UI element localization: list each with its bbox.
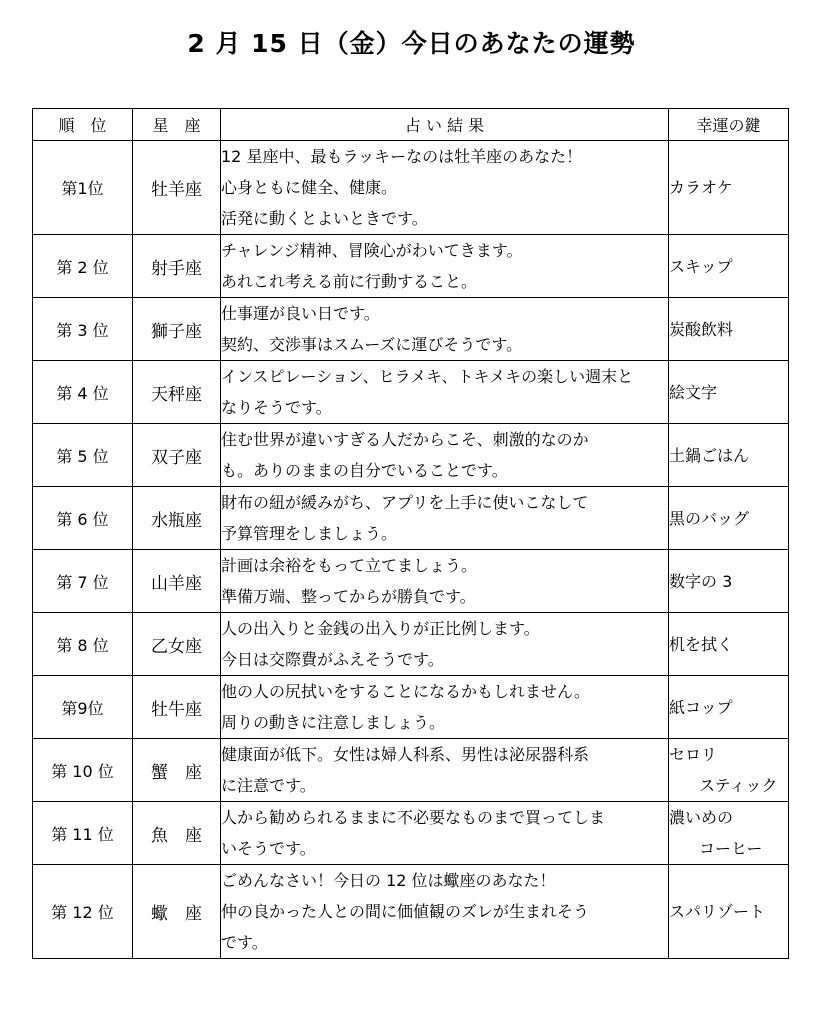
result-cell [221,424,669,487]
table-row [33,235,789,298]
lucky-key-cell [669,235,789,298]
result-cell [221,802,669,865]
header-rank: 順 位 [33,109,133,141]
lucky-key-cell [669,550,789,613]
rank-cell: 第9位 [33,676,133,739]
rank-cell: 第 10 位 [33,739,133,802]
result-line: 財布の紐が緩みがち、アプリを上手に使いこなして [221,493,589,512]
rank-cell: 第 4 位 [33,361,133,424]
result-cell [221,487,669,550]
result-line: 仲の良かった人との間に価値観のズレが生まれそう [221,902,590,921]
page-title: 2 月 15 日（金）今日のあなたの運勢 [187,29,636,58]
result-line: 活発に動くとよいときです。 [221,209,428,228]
table-row [33,739,789,802]
rank-cell: 第 3 位 [33,298,133,361]
lucky-key-text: 土鍋ごはん [669,445,750,465]
rank-cell: 第 5 位 [33,424,133,487]
result-line: 予算管理をしましょう。 [221,524,398,543]
lucky-key-text: スキップ [669,256,733,276]
header-lucky-key: 幸運の鍵 [669,109,789,141]
lucky-key-text: 炭酸飲料 [669,319,734,339]
rank-cell: 第 8 位 [33,613,133,676]
sign-cell: 魚 座 [133,802,221,865]
sign-cell: 射手座 [133,235,221,298]
lucky-key-text: カラオケ [669,178,733,197]
result-line: 今日は交際費がふえそうです。 [221,650,444,669]
table-row [33,676,789,739]
lucky-key-text: 黒のバッグ [669,508,750,528]
result-line: インスピレーション、ヒラメキ、トキメキの楽しい週末と [221,367,634,386]
sign-cell: 天秤座 [133,361,221,424]
sign-cell: 乙女座 [133,613,221,676]
lucky-key-text: 数字の 3 [669,571,733,591]
table-row [33,487,789,550]
result-line: 計画は余裕をもって立てましょう。 [221,556,478,575]
sign-cell: 山羊座 [133,550,221,613]
result-line: なりそうです。 [221,398,332,417]
sign-cell: 蟹 座 [133,739,221,802]
lucky-key-text: 濃いめの [669,808,734,827]
table-row [33,141,789,235]
result-line: 人から勧められるままに不必要なものまで買ってしま [221,808,606,827]
table-row [33,802,789,865]
lucky-key-cell [669,739,789,802]
result-cell [221,739,669,802]
lucky-key-text: セロリ [669,745,718,764]
result-cell [221,550,669,613]
result-cell [221,298,669,361]
table-row [33,550,789,613]
rank-cell: 第 7 位 [33,550,133,613]
table-row [33,361,789,424]
rank-cell: 第 12 位 [33,865,133,959]
sign-cell: 蠍 座 [133,865,221,959]
table-row [33,865,789,959]
lucky-key-cell [669,424,789,487]
sign-cell: 牡羊座 [133,141,221,235]
lucky-key-cell [669,865,789,959]
result-cell [221,235,669,298]
fortune-table [32,108,789,959]
result-line: も。ありのままの自分でいることです。 [221,461,508,480]
result-line: に注意です。 [221,776,316,795]
result-line: あれこれ考える前に行動すること。 [221,272,478,291]
lucky-key-cell [669,487,789,550]
result-line: チャレンジ精神、冒険心がわいてきます。 [221,241,523,260]
lucky-key-text: 紙コップ [669,697,733,717]
result-cell [221,141,669,235]
result-line: 仕事運が良い日です。 [221,304,380,323]
header-result: 占 い 結 果 [221,109,669,141]
table-header-row [33,109,789,141]
lucky-key-cell [669,676,789,739]
lucky-key-text: コーヒー [699,839,763,858]
result-cell [221,865,669,959]
result-line: ごめんなさい！今日の 12 位は蠍座のあなた！ [221,871,556,890]
result-line: 準備万端、整ってからが勝負です。 [221,587,476,606]
sign-cell: 牡牛座 [133,676,221,739]
result-line: 契約、交渉事はスムーズに運びそうです。 [221,335,523,354]
result-line: 健康面が低下。女性は婦人科系、男性は泌尿器科系 [221,745,590,764]
lucky-key-text: 絵文字 [669,382,718,402]
header-sign: 星 座 [133,109,221,141]
lucky-key-cell [669,613,789,676]
lucky-key-cell [669,802,789,865]
result-line: 他の人の尻拭いをすることになるかもしれません。 [221,682,590,701]
rank-cell: 第 6 位 [33,487,133,550]
result-cell [221,613,669,676]
rank-cell: 第 2 位 [33,235,133,298]
result-line: 心身ともに健全、健康。 [221,178,398,197]
lucky-key-cell [669,361,789,424]
lucky-key-text: 机を拭く [669,634,734,654]
lucky-key-cell [669,298,789,361]
result-line: です。 [221,933,268,952]
result-line: 周りの動きに注意しましょう。 [221,713,446,732]
rank-cell: 第 11 位 [33,802,133,865]
sign-cell: 獅子座 [133,298,221,361]
table-row [33,613,789,676]
lucky-key-text: スティック [699,776,778,795]
result-cell [221,361,669,424]
sign-cell: 水瓶座 [133,487,221,550]
sign-cell: 双子座 [133,424,221,487]
result-line: いそうです。 [221,839,316,858]
lucky-key-text: スパリゾート [669,902,766,921]
result-line: 12 星座中、最もラッキーなのは牡羊座のあなた！ [221,147,583,166]
rank-cell: 第1位 [33,141,133,235]
result-line: 人の出入りと金銭の出入りが正比例します。 [221,619,540,638]
result-line: 住む世界が違いすぎる人だからこそ、刺激的なのか [221,430,589,449]
table-row [33,298,789,361]
result-cell [221,676,669,739]
table-row [33,424,789,487]
lucky-key-cell [669,141,789,235]
